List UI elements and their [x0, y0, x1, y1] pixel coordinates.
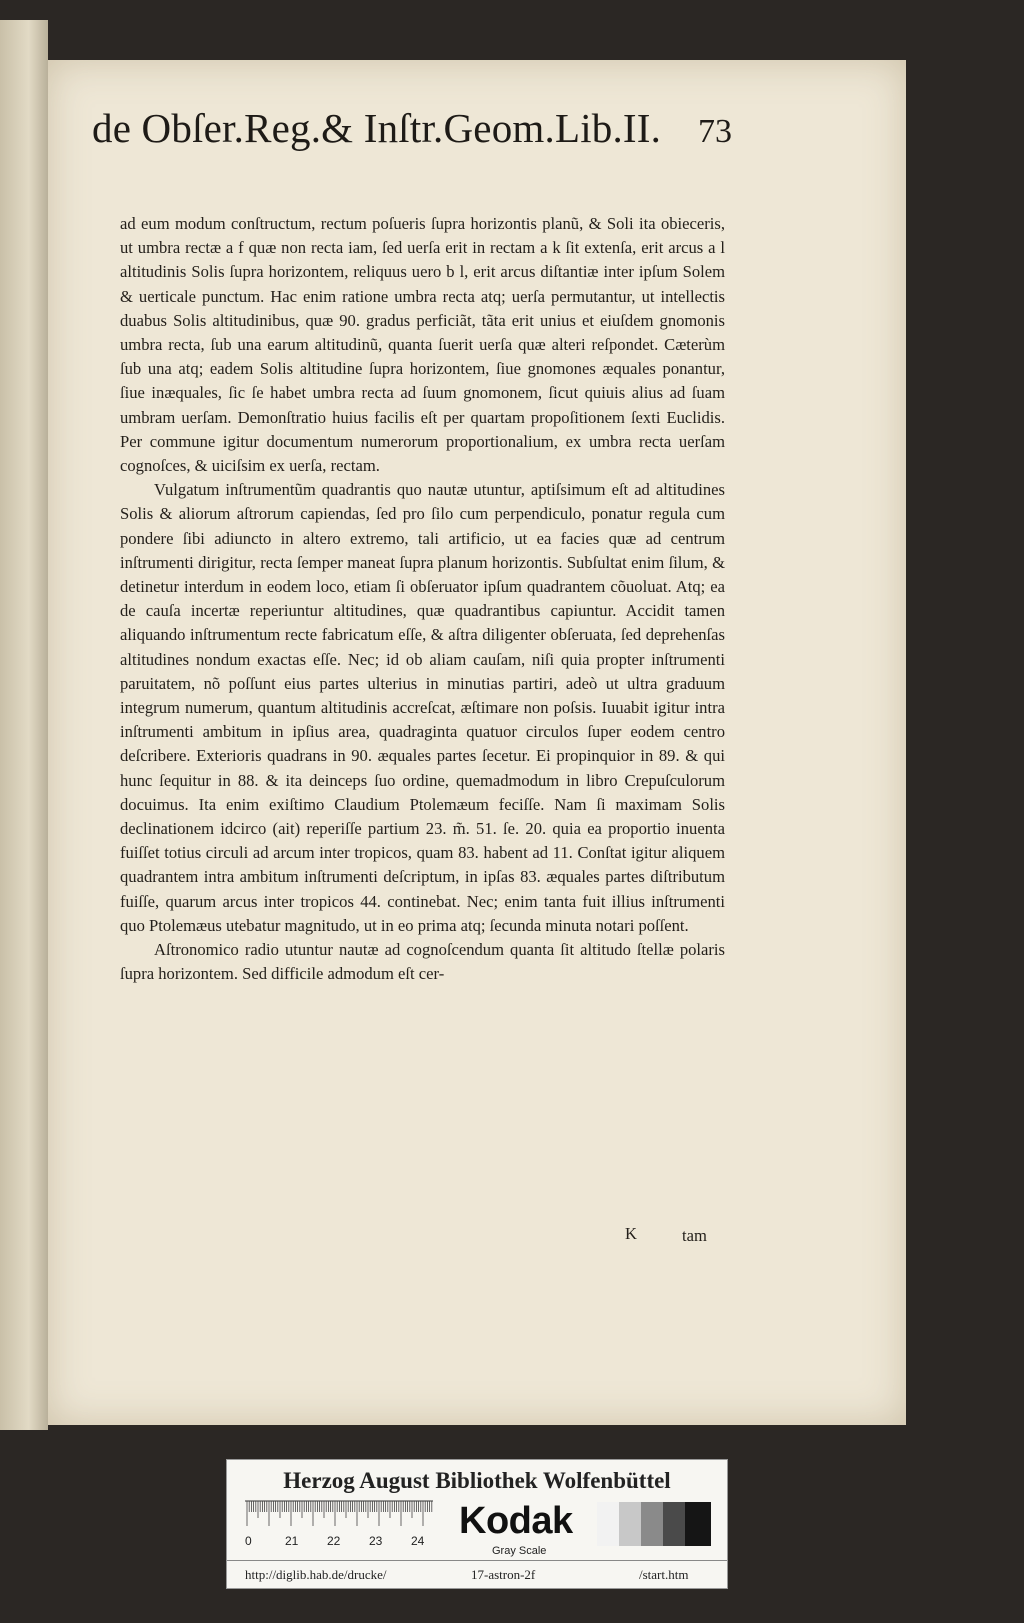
running-head: de Obſer.Reg.& Inſtr.Geom.Lib.II. [92, 105, 662, 151]
url-prefix: http://diglib.hab.de/drucke/ [245, 1567, 387, 1582]
library-color-card [226, 1459, 728, 1589]
page-number: 73 [698, 113, 732, 150]
page-header [92, 104, 732, 168]
previous-page-edge [0, 20, 48, 1430]
page-footer [120, 1224, 725, 1248]
gray-scale-label: Gray Scale [492, 1545, 547, 1557]
scale-number: 22 [327, 1534, 341, 1548]
signature-mark: K [625, 1224, 637, 1243]
scale-number: 21 [285, 1534, 299, 1548]
kodak-logo: Kodak [459, 1500, 573, 1542]
body-text [120, 212, 725, 987]
gray-patch [619, 1502, 641, 1546]
catchword: tam [682, 1226, 707, 1245]
paragraph: Vulgatum inſtrumentũm quadrantis quo nautæ utuntur, aptiſsimum eſt ad altitudines Solis & aliorum aſtrorum capiendas, ſed pro ſilo cum perpendiculo, ponatur regula cum pondere ſibi adiuncto in altero extremo, tali artificio, ut ea facies quæ ad centrum inſtrumenti dirigitur, recta ſemper maneat ſupra planum horizontis. Subſultat enim ſilum, & detinetur interdum in eodem loco, etiam ſi obſeruator ipſum quadrantem cõuoluat. Atq; ea de cauſa incertæ reperiuntur altitudines, quæ quadrantibus capiuntur. Accidit tamen aliquando inſtrumentum recte fabricatum eſſe, & aſtra diligenter obſeruata, ſed deprehenſas altitudines nondum exactas eſſe. Nec; id ob aliam cauſam, niſi quia propter inſtrumenti paruitatem, nõ poſſunt eius partes ulterius in minutias partiri, adeò ut ultra graduum integrum numerum, quantum altitudinis accreſcat, æſtimare non poſsis. Iuuabit igitur intra inſtrumenti ambitum in ipſius area, quadraginta quatuor circulos ſuper eodem centro deſcribere. Exterioris quadrans in 90. æquales partes ſecetur. Ei propinquior in 89. & qui hunc ſequitur in 88. & ita deinceps ſuo ordine, quemadmodum in libro Crepuſculorum docuimus. Ita enim exiſtimo Claudium Ptolemæum feciſſe. Nam ſi maximam Solis declinationem idcirco (ait) reperiſſe partium 23. m̃. 51. ſe. 20. quia ea proportio inuenta fuiſſet totius circuli ad arcum inter tropicos, quam 83. habent ad 11. Conſtat igitur aliquem quadrantem intra ambitum inſtrumenti deſcriptum, in ipſas 83. æquales partes diſtributum fuiſſe, quarum arcus inter tropicos 44. continebat. Nec; enim tanta fuit illius inſtrumenti quo Ptolemæus utebatur magnitudo, ut in eo prima atq; ſecunda minuta notari poſſent. [120, 480, 725, 935]
gray-patch [663, 1502, 685, 1546]
library-name: Herzog August Bibliothek Wolfenbüttel [283, 1468, 671, 1493]
url-strip [227, 1560, 727, 1589]
gray-patch [685, 1502, 711, 1546]
gray-patch [597, 1502, 619, 1546]
scale-number: 0 [245, 1534, 252, 1548]
shelfmark: 17-astron-2f [471, 1567, 536, 1582]
ruler-scale-icon [245, 1500, 435, 1534]
paragraph: Aſtronomico radio utuntur nautæ ad cognoſcendum quanta ſit altitudo ſtellæ polaris ſupra horizontem. Sed difficile admodum eſt cer- [120, 940, 725, 984]
paragraph: ad eum modum conſtructum, rectum poſueris ſupra horizontis planũ, & Soli ita obieceris, ut umbra rectæ a f quæ non recta iam, ſed uerſa erit in rectam a k ſit extenſa, erit arcus a l altitudinis Solis ſupra horizontem, reliquus uero b l, erit arcus diſtantiæ inter ipſum Solem & uerticale punctum. Hac enim ratione umbra recta atq; uerſa permutantur, ut intellectis duabus Solis altitudinibus, quæ 90. gradus perficiãt, tãta erit unius et eiuſdem gnomonis umbra recta, ſub una earum altitudinũ, quanta ſuerit uerſa quæ alteri reſpondet. Cæterùm ſub una atq; eadem Solis altitudine ſupra horizontem, ſiue gnomones æquales ponantur, ſiue inæquales, ſic ſe habet umbra recta ad ſuum gnomonem, ſicut quiuis alius ad ſuam umbram uerſam. Demonſtratio huius facilis eſt per quartam propoſitionem ſexti Euclidis. Per commune igitur documentum numerorum proportionalium, ex umbra recta uerſam cognoſces, & uiciſsim ex uerſa, rectam. [120, 214, 725, 476]
url-suffix: /start.htm [639, 1567, 689, 1582]
scale-number: 23 [369, 1534, 383, 1548]
scale-number: 24 [411, 1534, 425, 1548]
gray-patch [641, 1502, 663, 1546]
